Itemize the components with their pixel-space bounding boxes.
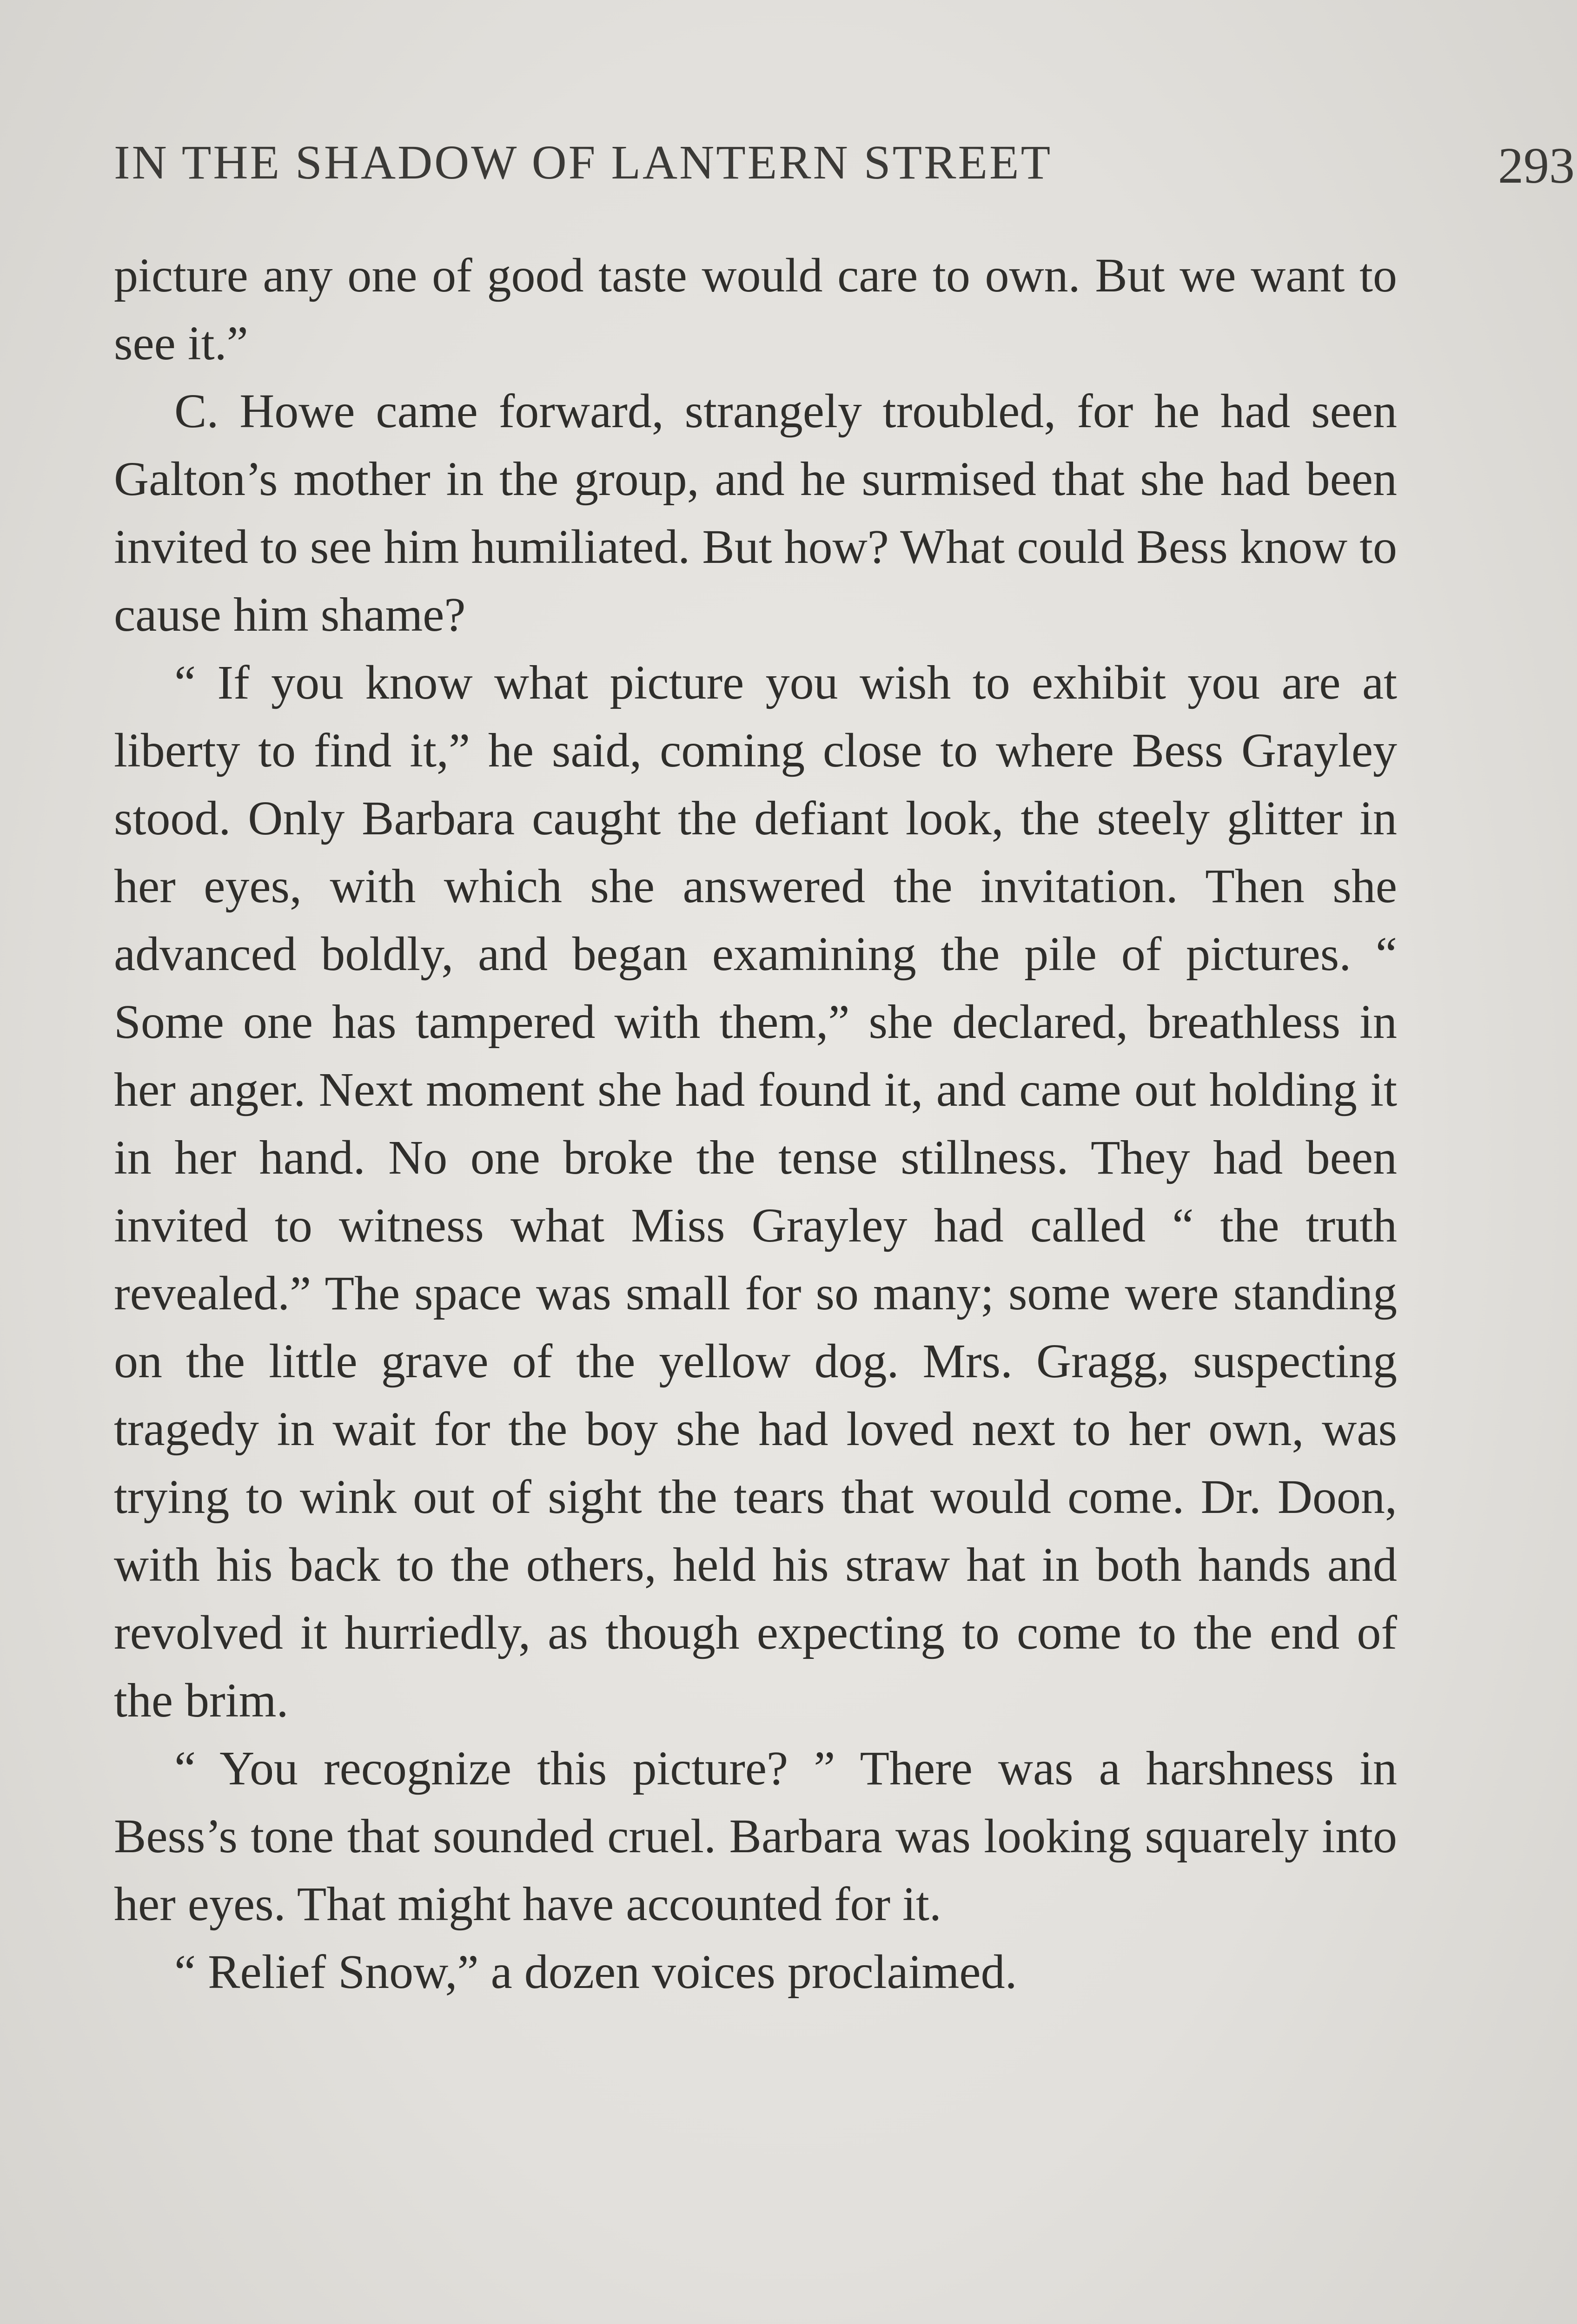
- running-head: [114, 130, 1575, 195]
- paragraph-4: “ You recognize this picture? ” There was a harshness in Bess’s tone that sounded cruel. Barbara was looking squarely into her eyes. That might have accounted for it.: [114, 1742, 1397, 1931]
- paragraph-5: “ Relief Snow,” a dozen voices proclaimed.: [174, 1945, 1017, 1999]
- running-title: IN THE SHADOW OF LANTERN STREET: [114, 136, 1053, 189]
- body-text: [114, 242, 1397, 2006]
- page-number: 293: [1498, 137, 1575, 194]
- paragraph-1: picture any one of good taste would care to own. But we want to see it.”: [114, 249, 1397, 370]
- paragraph-3: “ If you know what picture you wish to exhibit you are at liberty to find it,” he said, coming close to where Bess Grayley stood. Only Barbara caught the defiant look, the steely glitter in her eyes, with which she answered the invitation. Then she advanced boldly, and began examining the pile of pictures. “ Some one has tampered with them,” she declared, breathless in her anger. Next moment she had found it, and came out holding it in her hand. No one broke the tense stillness. They had been invited to witness what Miss Grayley had called “ the truth revealed.” The space was small for so many; some were standing on the little grave of the yellow dog. Mrs. Gragg, suspecting tragedy in wait for the boy she had loved next to her own, was trying to wink out of sight the tears that would come. Dr. Doon, with his back to the others, held his straw hat in both hands and revolved it hurriedly, as though expecting to come to the end of the brim.: [114, 656, 1397, 1727]
- paragraph-2: C. Howe came forward, strangely troubled, for he had seen Galton’s mother in the group, and he surmised that she had been invited to see him humiliated. But how? What could Bess know to cause him shame?: [114, 384, 1397, 641]
